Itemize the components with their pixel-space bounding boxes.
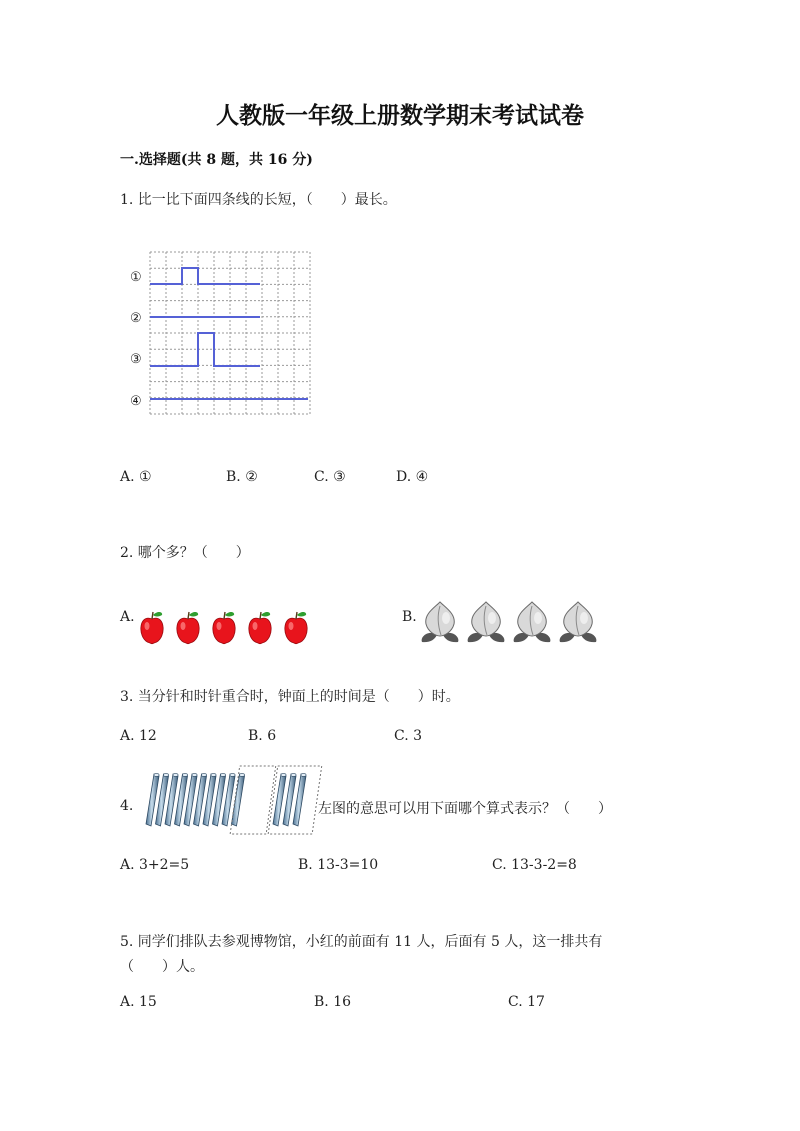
question-3-stem: 3. 当分针和时针重合时，钟面上的时间是（ ）时。 [120,689,460,705]
q4-option-a[interactable]: A. 3+2=5 [120,857,190,873]
q2-option-a[interactable]: A. [120,609,135,625]
line-label-4: ④ [130,394,142,409]
line-label-3: ③ [130,352,142,367]
line-label-1: ① [130,270,142,285]
line-label-2: ② [130,311,142,326]
q2-option-b[interactable]: B. [402,609,417,625]
q3-option-b[interactable]: B. 6 [248,728,277,744]
peach-icon [514,602,551,642]
q3-option-a[interactable]: A. 12 [120,728,157,744]
q1-option-c[interactable]: C. ③ [314,469,346,485]
q1-option-b[interactable]: B. ② [226,469,258,485]
apple-icon [177,612,199,644]
apple-icon [285,612,307,644]
question-1-stem: 1. 比一比下面四条线的长短，（ ）最长。 [120,192,397,208]
peaches-group [420,598,600,644]
q3-option-c[interactable]: C. 3 [394,728,423,744]
q4-option-b[interactable]: B. 13-3=10 [298,857,379,873]
q4-option-c[interactable]: C. 13-3-2=8 [492,857,577,873]
question-5-stem-line2: （ ）人。 [120,959,204,975]
peach-icon [468,602,505,642]
question-5-stem-line1: 5. 同学们排队去参观博物馆，小红的前面有 11 人，后面有 5 人，这一排共有 [120,934,603,950]
peach-icon [422,602,459,642]
q1-option-a[interactable]: A. ① [120,469,152,485]
apple-icon [249,612,271,644]
section-heading: 一.选择题(共 8 题，共 16 分) [120,152,313,168]
line-length-grid-figure [128,248,313,420]
apple-icon [141,612,163,644]
question-4-stem: 左图的意思可以用下面哪个算式表示？（ ） [318,801,612,817]
q5-option-a[interactable]: A. 15 [120,994,157,1010]
peach-icon [560,602,597,642]
apple-icon [213,612,235,644]
question-4-number: 4. [120,798,134,814]
q5-option-b[interactable]: B. 16 [314,994,352,1010]
q1-option-d[interactable]: D. ④ [396,469,429,485]
counting-sticks-figure [140,764,320,836]
page-title: 人教版一年级上册数学期末考试试卷 [216,102,584,129]
apples-group [138,610,313,646]
q5-option-c[interactable]: C. 17 [508,994,545,1010]
question-2-stem: 2. 哪个多？（ ） [120,545,250,561]
